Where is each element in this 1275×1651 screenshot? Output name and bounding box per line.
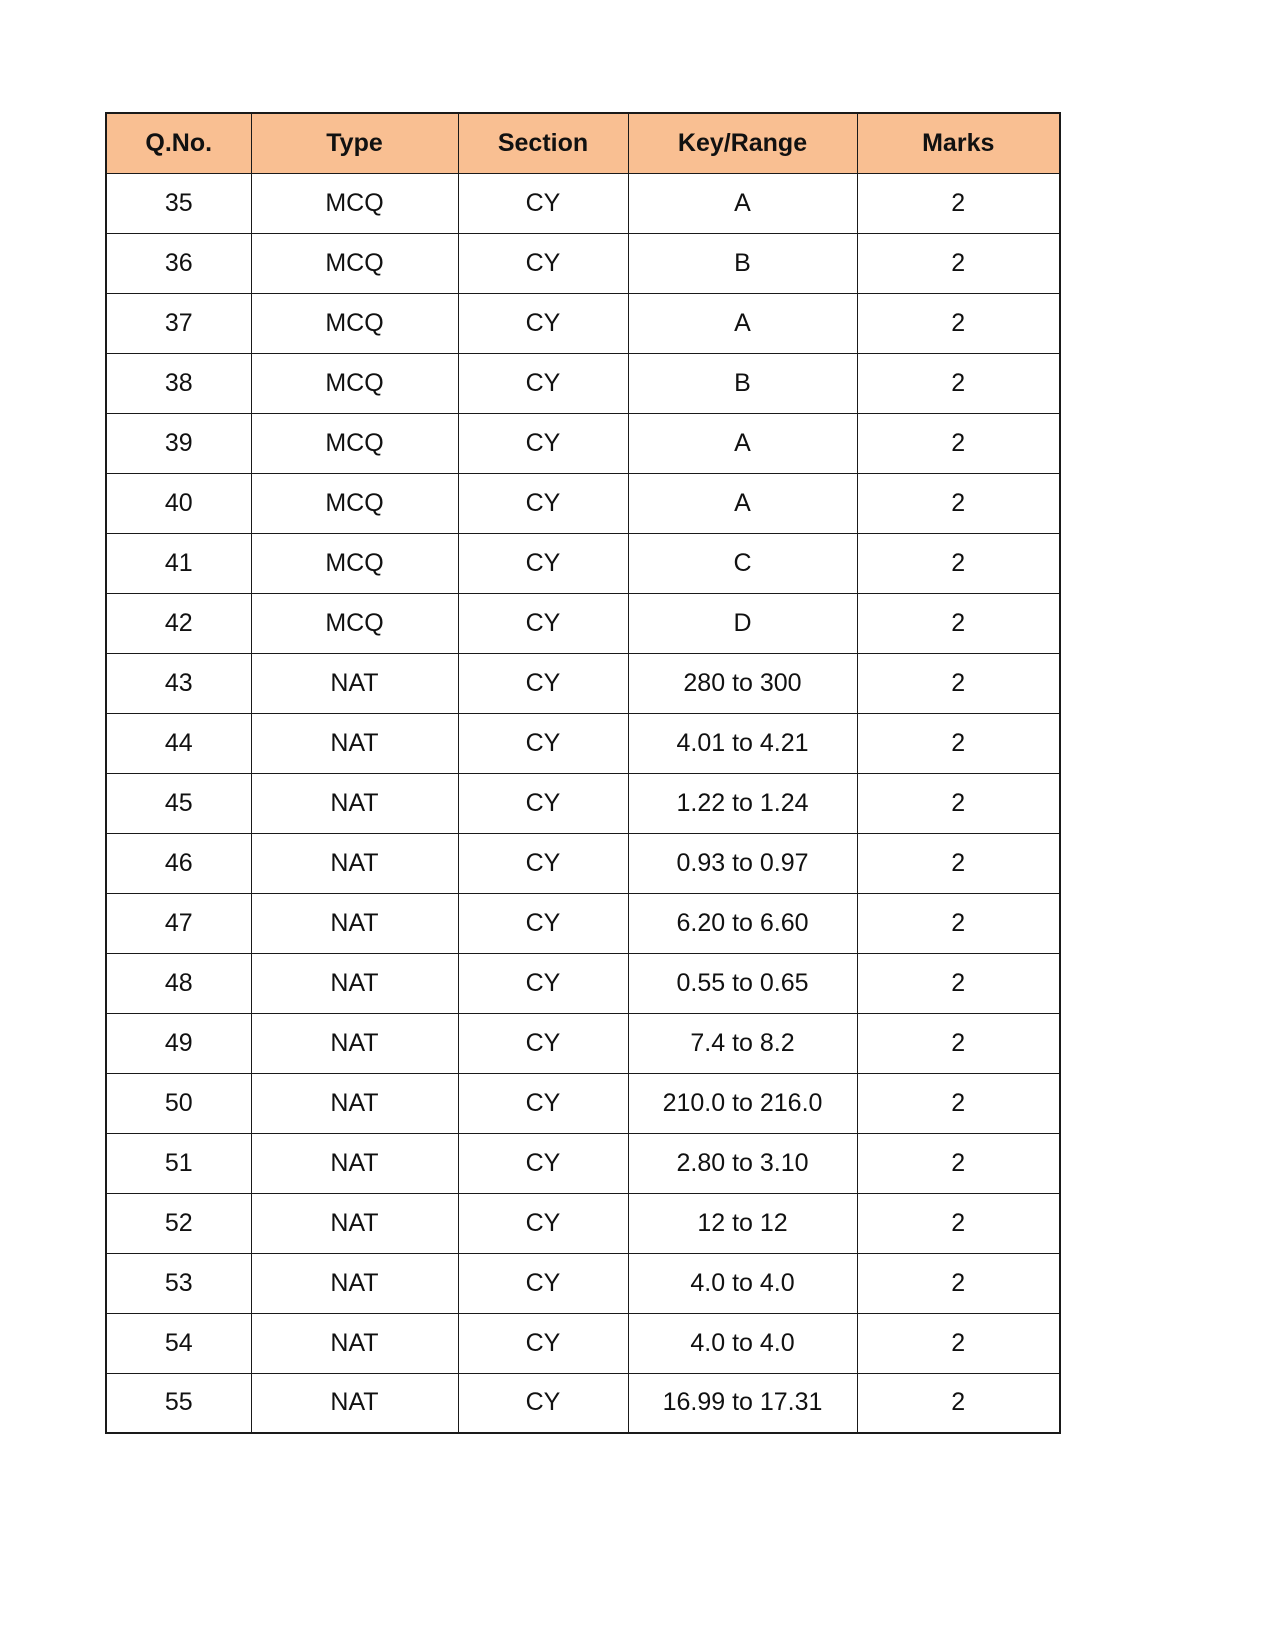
- cell-section: CY: [458, 893, 628, 953]
- table-row: [106, 1313, 1060, 1373]
- header-marks: Marks: [857, 113, 1060, 173]
- table-row: [106, 953, 1060, 1013]
- cell-type: NAT: [251, 1313, 458, 1373]
- table-row: [106, 1193, 1060, 1253]
- cell-type: MCQ: [251, 473, 458, 533]
- cell-key-range: A: [628, 473, 857, 533]
- cell-marks: 2: [857, 353, 1060, 413]
- table-row: [106, 473, 1060, 533]
- table-row: [106, 1373, 1060, 1433]
- cell-section: CY: [458, 233, 628, 293]
- cell-key-range: A: [628, 293, 857, 353]
- table-row: [106, 773, 1060, 833]
- cell-marks: 2: [857, 1013, 1060, 1073]
- table-row: [106, 1253, 1060, 1313]
- cell-type: NAT: [251, 653, 458, 713]
- cell-marks: 2: [857, 953, 1060, 1013]
- cell-qno: 48: [106, 953, 251, 1013]
- cell-key-range: 0.93 to 0.97: [628, 833, 857, 893]
- answer-key-sheet: [105, 112, 1061, 1434]
- cell-key-range: 12 to 12: [628, 1193, 857, 1253]
- cell-section: CY: [458, 173, 628, 233]
- cell-qno: 41: [106, 533, 251, 593]
- header-qno: Q.No.: [106, 113, 251, 173]
- cell-type: NAT: [251, 1253, 458, 1313]
- cell-section: CY: [458, 1253, 628, 1313]
- cell-type: MCQ: [251, 293, 458, 353]
- table-row: [106, 713, 1060, 773]
- cell-qno: 51: [106, 1133, 251, 1193]
- cell-section: CY: [458, 953, 628, 1013]
- cell-type: NAT: [251, 1193, 458, 1253]
- cell-section: CY: [458, 1193, 628, 1253]
- cell-qno: 46: [106, 833, 251, 893]
- cell-marks: 2: [857, 833, 1060, 893]
- cell-section: CY: [458, 1133, 628, 1193]
- table-row: [106, 353, 1060, 413]
- cell-qno: 45: [106, 773, 251, 833]
- cell-key-range: B: [628, 233, 857, 293]
- cell-qno: 38: [106, 353, 251, 413]
- cell-type: NAT: [251, 833, 458, 893]
- cell-type: NAT: [251, 1373, 458, 1433]
- cell-marks: 2: [857, 1253, 1060, 1313]
- cell-marks: 2: [857, 293, 1060, 353]
- table-row: [106, 293, 1060, 353]
- table-row: [106, 893, 1060, 953]
- cell-section: CY: [458, 833, 628, 893]
- table-row: [106, 173, 1060, 233]
- cell-marks: 2: [857, 1313, 1060, 1373]
- cell-qno: 54: [106, 1313, 251, 1373]
- cell-section: CY: [458, 1073, 628, 1133]
- cell-type: MCQ: [251, 593, 458, 653]
- cell-key-range: C: [628, 533, 857, 593]
- cell-key-range: 4.0 to 4.0: [628, 1313, 857, 1373]
- cell-marks: 2: [857, 893, 1060, 953]
- cell-type: NAT: [251, 893, 458, 953]
- cell-qno: 49: [106, 1013, 251, 1073]
- cell-marks: 2: [857, 713, 1060, 773]
- cell-marks: 2: [857, 593, 1060, 653]
- cell-section: CY: [458, 1373, 628, 1433]
- cell-key-range: 280 to 300: [628, 653, 857, 713]
- cell-marks: 2: [857, 1373, 1060, 1433]
- answer-key-table: [105, 112, 1061, 1434]
- cell-qno: 55: [106, 1373, 251, 1433]
- cell-marks: 2: [857, 653, 1060, 713]
- cell-marks: 2: [857, 233, 1060, 293]
- cell-type: NAT: [251, 1073, 458, 1133]
- cell-key-range: D: [628, 593, 857, 653]
- cell-qno: 43: [106, 653, 251, 713]
- cell-qno: 47: [106, 893, 251, 953]
- table-row: [106, 593, 1060, 653]
- cell-qno: 42: [106, 593, 251, 653]
- table-row: [106, 413, 1060, 473]
- cell-section: CY: [458, 473, 628, 533]
- table-body: [106, 173, 1060, 1433]
- header-type: Type: [251, 113, 458, 173]
- cell-section: CY: [458, 533, 628, 593]
- cell-qno: 40: [106, 473, 251, 533]
- cell-qno: 50: [106, 1073, 251, 1133]
- cell-key-range: 4.0 to 4.0: [628, 1253, 857, 1313]
- cell-key-range: 210.0 to 216.0: [628, 1073, 857, 1133]
- cell-section: CY: [458, 1313, 628, 1373]
- cell-qno: 37: [106, 293, 251, 353]
- cell-key-range: B: [628, 353, 857, 413]
- cell-key-range: A: [628, 173, 857, 233]
- cell-key-range: 1.22 to 1.24: [628, 773, 857, 833]
- table-row: [106, 1133, 1060, 1193]
- header-section: Section: [458, 113, 628, 173]
- cell-key-range: 6.20 to 6.60: [628, 893, 857, 953]
- table-row: [106, 653, 1060, 713]
- table-row: [106, 1073, 1060, 1133]
- cell-marks: 2: [857, 1073, 1060, 1133]
- cell-qno: 52: [106, 1193, 251, 1253]
- table-row: [106, 233, 1060, 293]
- cell-type: NAT: [251, 1013, 458, 1073]
- cell-type: NAT: [251, 773, 458, 833]
- cell-marks: 2: [857, 1193, 1060, 1253]
- cell-type: MCQ: [251, 353, 458, 413]
- table-row: [106, 533, 1060, 593]
- cell-type: MCQ: [251, 533, 458, 593]
- cell-section: CY: [458, 593, 628, 653]
- cell-type: NAT: [251, 713, 458, 773]
- cell-marks: 2: [857, 533, 1060, 593]
- cell-marks: 2: [857, 773, 1060, 833]
- cell-key-range: 16.99 to 17.31: [628, 1373, 857, 1433]
- cell-marks: 2: [857, 173, 1060, 233]
- table-row: [106, 1013, 1060, 1073]
- header-row: [106, 113, 1060, 173]
- cell-section: CY: [458, 413, 628, 473]
- cell-qno: 35: [106, 173, 251, 233]
- cell-section: CY: [458, 1013, 628, 1073]
- cell-section: CY: [458, 293, 628, 353]
- cell-key-range: A: [628, 413, 857, 473]
- table-header: [106, 113, 1060, 173]
- cell-qno: 39: [106, 413, 251, 473]
- cell-type: NAT: [251, 953, 458, 1013]
- cell-type: MCQ: [251, 413, 458, 473]
- cell-type: MCQ: [251, 233, 458, 293]
- cell-marks: 2: [857, 473, 1060, 533]
- cell-key-range: 7.4 to 8.2: [628, 1013, 857, 1073]
- cell-marks: 2: [857, 413, 1060, 473]
- cell-section: CY: [458, 773, 628, 833]
- cell-key-range: 2.80 to 3.10: [628, 1133, 857, 1193]
- header-key-range: Key/Range: [628, 113, 857, 173]
- cell-section: CY: [458, 353, 628, 413]
- cell-type: MCQ: [251, 173, 458, 233]
- cell-qno: 53: [106, 1253, 251, 1313]
- cell-type: NAT: [251, 1133, 458, 1193]
- cell-section: CY: [458, 713, 628, 773]
- cell-qno: 44: [106, 713, 251, 773]
- cell-section: CY: [458, 653, 628, 713]
- table-row: [106, 833, 1060, 893]
- cell-key-range: 4.01 to 4.21: [628, 713, 857, 773]
- cell-qno: 36: [106, 233, 251, 293]
- cell-key-range: 0.55 to 0.65: [628, 953, 857, 1013]
- cell-marks: 2: [857, 1133, 1060, 1193]
